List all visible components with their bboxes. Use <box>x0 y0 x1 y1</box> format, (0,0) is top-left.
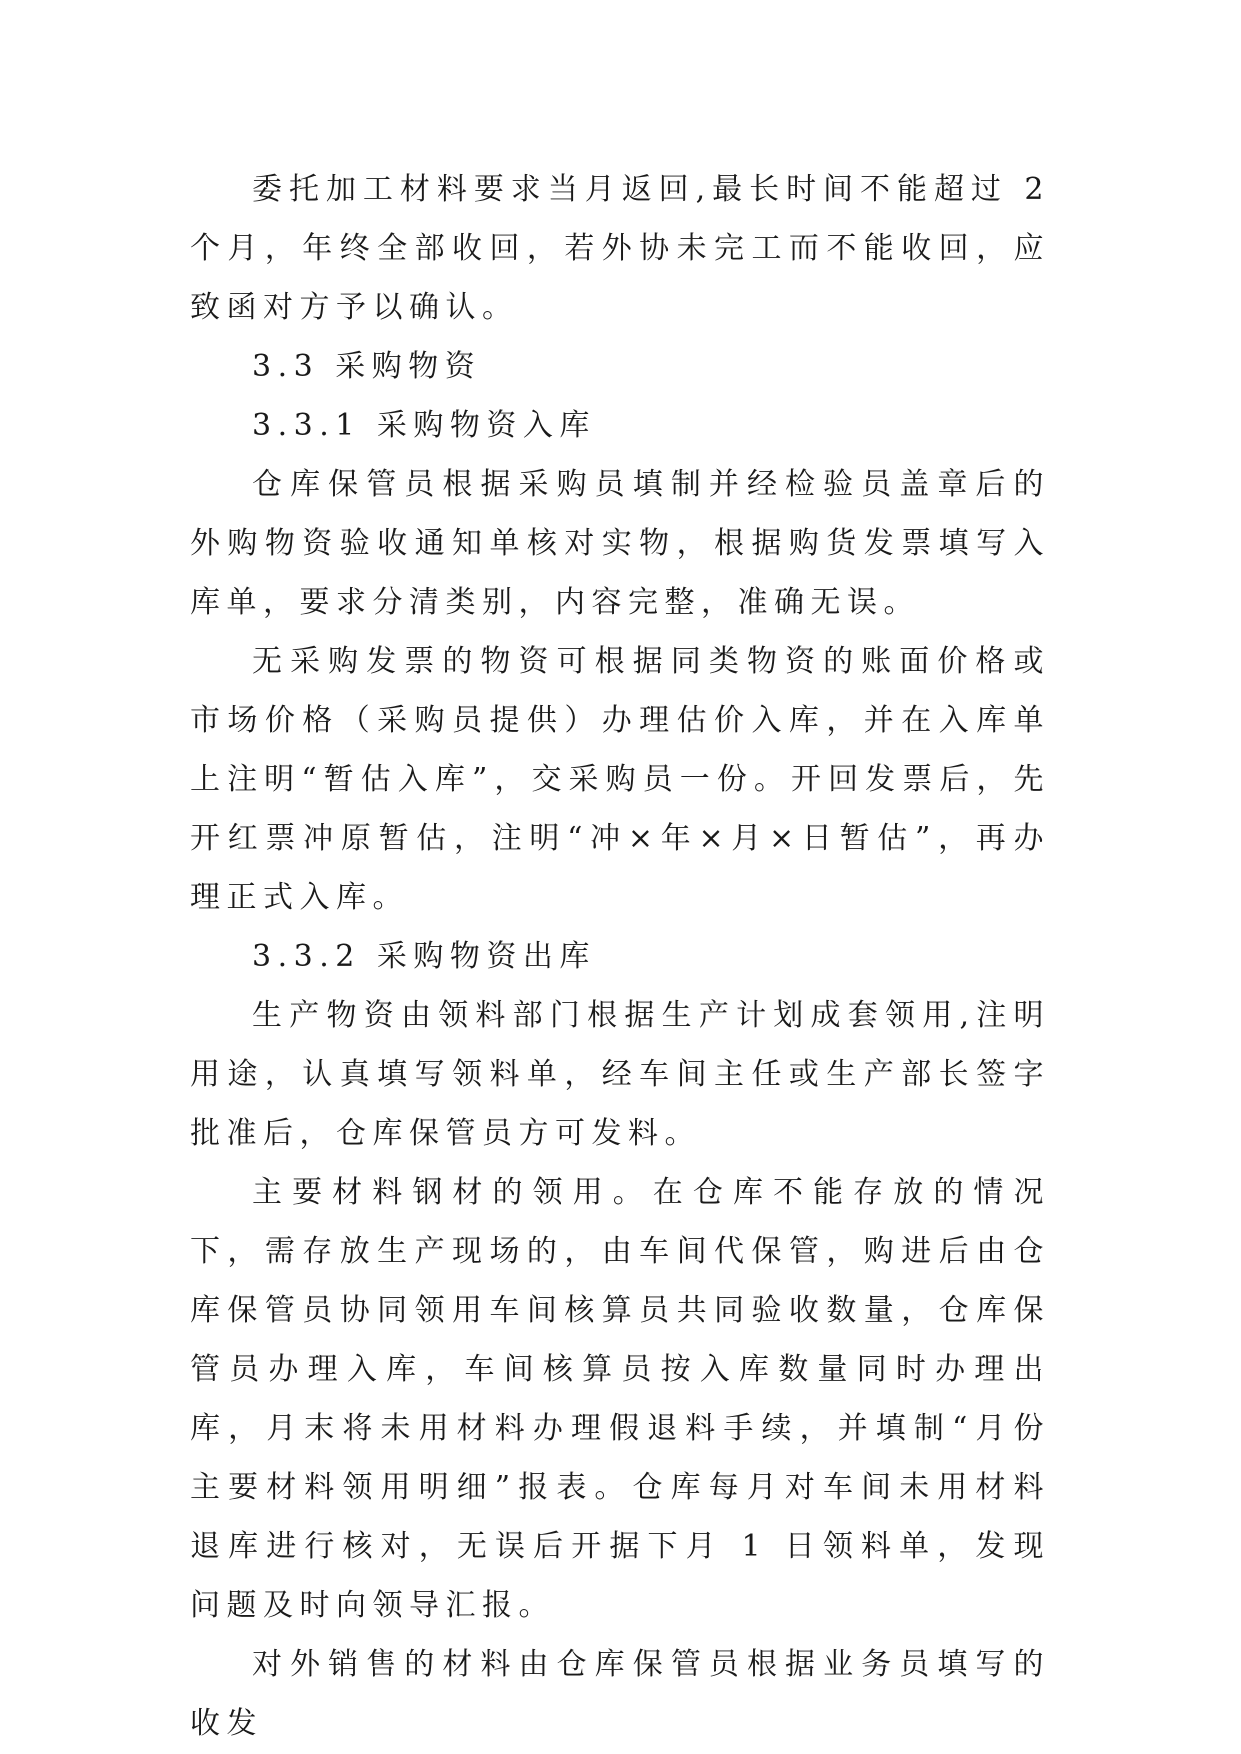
subsection-heading-outbound: 3.3.2 采购物资出库 <box>252 939 596 974</box>
paragraph-external-sales: 对外销售的材料由仓库保管员根据业务员填写的收发 <box>190 1647 1050 1741</box>
document-body <box>190 160 1067 1753</box>
paragraph-outsourced-processing: 委托加工材料要求当月返回,最长时间不能超过 2 个月，年终全部收回，若外协未完工而不能收回，应致函对方予以确认。 <box>190 172 1067 325</box>
subsection-heading-inbound: 3.3.1 采购物资入库 <box>252 408 596 443</box>
paragraph-estimated-inbound: 无采购发票的物资可根据同类物资的账面价格或市场价格（采购员提供）办理估价入库，并在入库单上注明“暂估入库”，交采购员一份。开回发票后，先开红票冲原暂估，注明“冲×年×月×日暂估”，再办理正式入库。 <box>190 644 1050 915</box>
section-heading-purchased-materials: 3.3 采购物资 <box>252 349 482 384</box>
paragraph-steel-requisition: 主要材料钢材的领用。在仓库不能存放的情况下，需存放生产现场的，由车间代保管，购进后由仓库保管员协同领用车间核算员共同验收数量，仓库保管员办理入库，车间核算员按入库数量同时办理出库，月末将未用材料办理假退料手续，并填制“月份主要材料领用明细”报表。仓库每月对车间未用材料退库进行核对，无误后开据下月 1 日领料单，发现问题及时向领导汇报。 <box>190 1175 1050 1623</box>
paragraph-production-requisition: 生产物资由领料部门根据生产计划成套领用,注明用途，认真填写领料单，经车间主任或生产部长签字批准后，仓库保管员方可发料。 <box>190 998 1050 1151</box>
paragraph-inbound-verification: 仓库保管员根据采购员填制并经检验员盖章后的外购物资验收通知单核对实物，根据购货发票填写入库单，要求分清类别，内容完整，准确无误。 <box>190 467 1050 620</box>
